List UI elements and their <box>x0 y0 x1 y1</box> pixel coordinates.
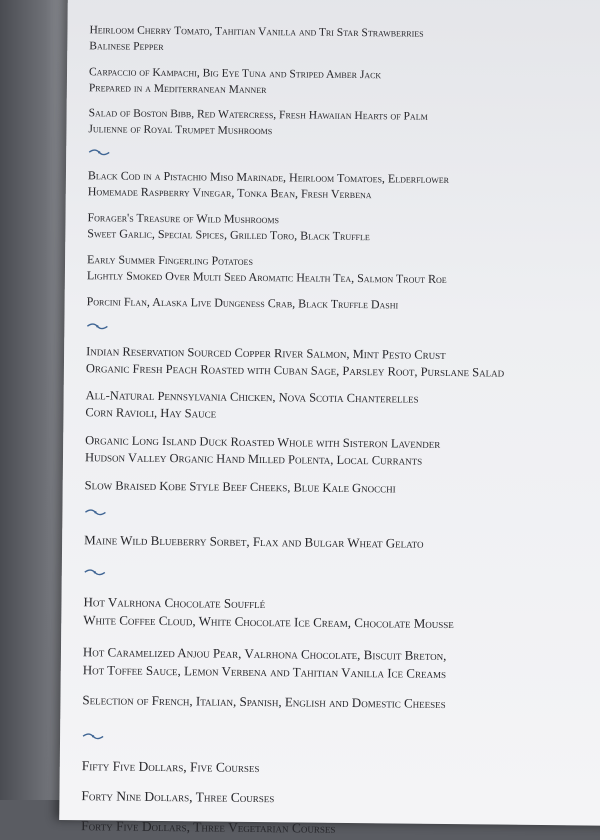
menu-line: Balinese Pepper <box>89 40 164 54</box>
menu-line: Julienne of Royal Trumpet Mushrooms <box>88 123 273 138</box>
menu-line: Organic Long Island Duck Roasted Whole with Sisteron Lavender <box>85 433 441 451</box>
menu-line: Forager's Treasure of Wild Mushrooms <box>87 210 280 227</box>
menu-line: Organic Fresh Peach Roasted with Cuban Sage, Parsley Root, Purslane Salad <box>85 361 505 380</box>
menu-line: Hot Valrhona Chocolate Soufflé <box>83 594 266 612</box>
menu-line: All-Natural Pennsylvania Chicken, Nova Scotia Chanterelles <box>85 388 419 406</box>
menu-line: Homemade Raspberry Vinegar, Tonka Bean, Fresh Verbena <box>87 184 372 202</box>
flourish-ornament-icon <box>86 322 108 330</box>
flourish-ornament-icon <box>84 568 106 576</box>
menu-line: Heirloom Cherry Tomato, Tahitian Vanilla and Tri Star Strawberries <box>89 24 424 40</box>
menu-line: Sweet Garlic, Special Spices, Grilled Toro, Black Truffle <box>87 226 370 244</box>
menu-line: Salad of Boston Bibb, Red Watercress, Fresh Hawaiian Hearts of Palm <box>88 107 428 123</box>
flourish-ornament-icon <box>82 732 104 740</box>
menu-line: Maine Wild Blueberry Sorbet, Flax and Bulgar Wheat Gelato <box>84 532 424 551</box>
price-line: Forty Five Dollars, Three Vegetarian Courses <box>81 818 336 836</box>
menu-line: White Coffee Cloud, White Chocolate Ice Cream, Chocolate Mousse <box>83 612 454 632</box>
menu-line: Carpaccio of Kampachi, Big Eye Tuna and Striped Amber Jack <box>88 66 382 82</box>
menu-line: Black Cod in a Pistachio Miso Marinade, Heirloom Tomatoes, Elderflower <box>87 168 450 187</box>
menu-line: Corn Ravioli, Hay Sauce <box>85 405 217 421</box>
menu-line: Selection of French, Italian, Spanish, English and Domestic Cheeses <box>82 692 446 711</box>
menu-line: Indian Reservation Sourced Copper River Salmon, Mint Pesto Crust <box>86 344 446 362</box>
menu-line: Hot Caramelized Anjou Pear, Valrhona Chocolate, Biscuit Breton, <box>82 644 447 663</box>
menu-card <box>59 0 600 836</box>
price-line: Forty Nine Dollars, Three Courses <box>81 788 275 806</box>
menu-line: Early Summer Fingerling Potatoes <box>87 252 254 268</box>
menu-line: Prepared in a Mediterranean Manner <box>88 82 267 97</box>
price-line: Fifty Five Dollars, Five Courses <box>81 758 260 776</box>
menu-line: Hudson Valley Organic Hand Milled Polenta, Local Currants <box>84 450 423 468</box>
menu-line: Hot Toffee Sauce, Lemon Verbena and Tahitian Vanilla Ice Creams <box>82 662 447 681</box>
menu-line: Slow Braised Kobe Style Beef Cheeks, Blue Kale Gnocchi <box>84 478 396 496</box>
menu-line: Porcini Flan, Alaska Live Dungeness Crab, Black Truffle Dashi <box>86 294 399 312</box>
menu-line: Lightly Smoked Over Multi Seed Aromatic Health Tea, Salmon Trout Roe <box>86 268 447 286</box>
flourish-ornament-icon <box>84 508 106 516</box>
flourish-ornament-icon <box>88 148 110 156</box>
